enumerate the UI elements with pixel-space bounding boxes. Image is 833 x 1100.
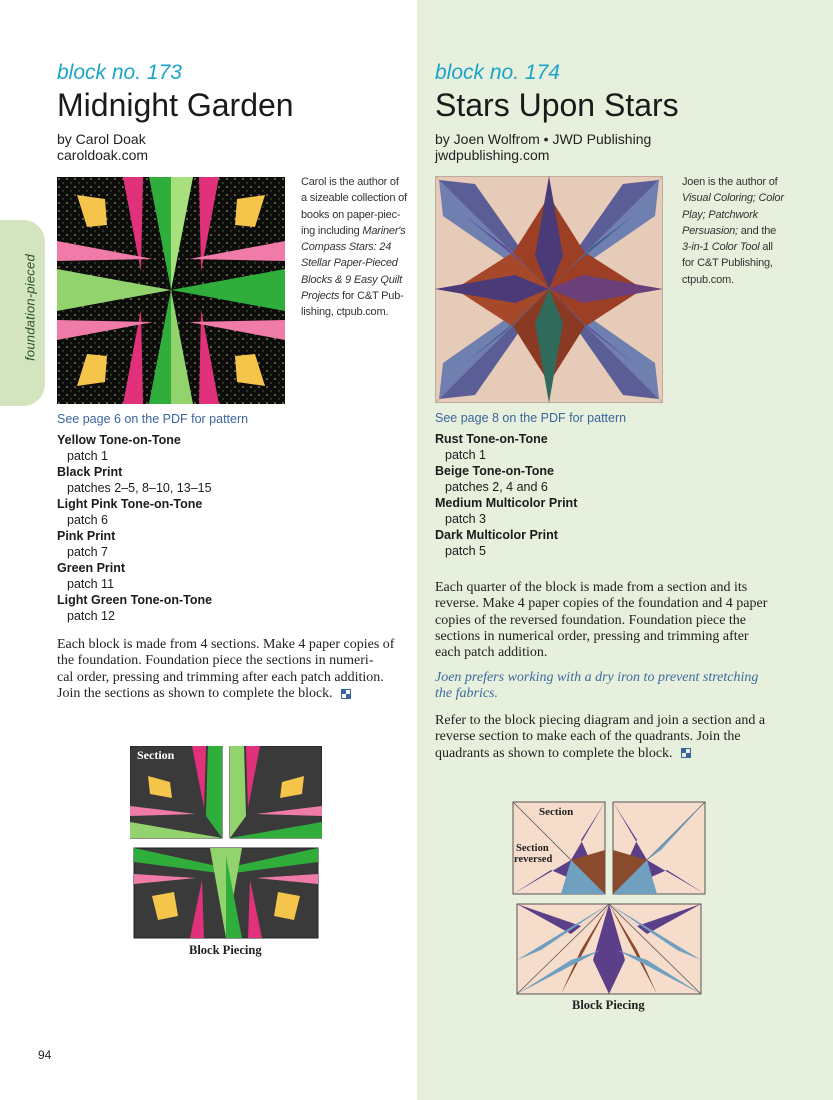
fabric-patches: patches 2–5, 8–10, 13–15 [67, 481, 212, 495]
bio-line [682, 190, 784, 206]
bio-line: ctpub.com. [682, 273, 734, 286]
bio-line: for C&T Publishing, [682, 257, 773, 270]
fabric-patches: patch 1 [445, 448, 487, 462]
instructions [57, 637, 407, 702]
book-title: Compass Stars: 24 [301, 241, 392, 254]
book-title: 3-in-1 Color Tool [682, 241, 760, 254]
bio-text: for C&T Pub- [339, 290, 404, 303]
bio-line: Carol is the author of [301, 176, 399, 188]
instruction-line: Each block is made from 4 sections. Make 4 paper copies of [57, 637, 395, 652]
bio-text: all [759, 241, 773, 254]
fabric-patches: patch 1 [67, 449, 109, 463]
page-number: 94 [38, 1048, 52, 1062]
fabric-patches: patch 7 [67, 545, 109, 559]
author: by Carol Doak [57, 131, 146, 147]
instruction-line: sections in numerical order, pressing and trimming after [435, 628, 749, 644]
fabric-name: Rust Tone-on-Tone [435, 432, 548, 446]
book-title: Persuasion; [682, 224, 738, 237]
section-label: Section [137, 748, 175, 762]
instructions [435, 580, 815, 661]
byline [57, 131, 148, 163]
instruction-line: cal order, pressing and trimming after each patch addition. [57, 669, 384, 685]
instruction-line: reverse section to make each of the quadrants. Join the [435, 729, 741, 745]
book-title: Blocks & 9 Easy Quilt [301, 273, 402, 286]
bio-line: Joen is the author of [682, 176, 778, 188]
fabric-name: Beige Tone-on-Tone [435, 464, 554, 478]
fabric-name: Yellow Tone-on-Tone [57, 433, 181, 447]
tip-line: the fabrics. [435, 686, 498, 702]
author-bio [682, 174, 784, 288]
fabric-list [435, 431, 577, 559]
book-title: Play; Patchwork [682, 208, 758, 221]
section-label: Section [539, 806, 574, 818]
bio-text: and the [737, 224, 777, 237]
fabric-name: Light Pink Tone-on-Tone [57, 497, 203, 511]
website: jwdpublishing.com [435, 147, 550, 163]
diagram-caption: Block Piecing [189, 943, 262, 957]
bio-line [301, 223, 407, 239]
stars-upon-stars-block-image [435, 176, 663, 403]
bio-line [301, 239, 407, 255]
instruction-line [57, 686, 407, 702]
bio-line [301, 288, 407, 304]
bio-text: ing including [301, 224, 363, 237]
block-number: block no. 173 [57, 61, 182, 84]
book-title: Stellar Paper-Pieced [301, 257, 398, 270]
bio-line [301, 255, 407, 271]
fabric-name: Green Print [57, 561, 126, 575]
bio-line [682, 239, 784, 255]
fabric-patches: patch 12 [67, 609, 115, 623]
bio-line [682, 223, 784, 239]
block-number: block no. 174 [435, 61, 560, 84]
block-piecing-diagram [511, 800, 707, 998]
book-title: Mariner's [362, 224, 406, 237]
bio-line: a sizeable collection of [301, 192, 407, 205]
fabric-list [57, 432, 212, 624]
fabric-patches: patch 3 [445, 512, 487, 526]
block-piecing-diagram [130, 746, 322, 946]
tip-line: Joen prefers working with a dry iron to prevent stretching [435, 670, 759, 685]
fabric-name: Light Green Tone-on-Tone [57, 593, 213, 607]
instruction-line: each patch addition. [435, 645, 548, 661]
end-mark-icon [341, 689, 351, 699]
bio-line [301, 272, 407, 288]
section-reversed-label: reversed [514, 854, 553, 865]
instruction-text: quadrants as shown to complete the block. [435, 745, 673, 761]
bio-line: lishing, ctpub.com. [301, 306, 389, 319]
bio-line: books on paper-piec- [301, 208, 401, 221]
fabric-name: Pink Print [57, 529, 116, 543]
fabric-patches: patch 5 [445, 544, 487, 558]
fabric-name: Dark Multicolor Print [435, 528, 558, 542]
instruction-line: reverse. Make 4 paper copies of the foundation and 4 paper [435, 596, 768, 612]
end-mark-icon [681, 748, 691, 758]
author-bio [301, 174, 407, 321]
byline [435, 131, 651, 163]
side-tab-label: foundation-pieced [22, 254, 38, 361]
pattern-link[interactable]: See page 8 on the PDF for pattern [435, 411, 627, 425]
bio-line [682, 207, 784, 223]
fabric-patches: patches 2, 4 and 6 [445, 480, 548, 494]
diagram-caption: Block Piecing [572, 998, 645, 1012]
book-title: Visual Coloring; Color [682, 192, 784, 205]
instruction-line: Each quarter of the block is made from a section and its [435, 580, 748, 595]
author: by Joen Wolfrom • JWD Publishing [435, 131, 652, 147]
website: caroldoak.com [57, 147, 149, 163]
section-reversed-label: Section [516, 843, 549, 854]
fabric-patches: patch 11 [67, 577, 115, 591]
fabric-name: Medium Multicolor Print [435, 496, 578, 510]
instruction-line [435, 746, 815, 762]
tip [435, 670, 815, 703]
instructions-2 [435, 713, 815, 762]
block-title: Stars Upon Stars [435, 87, 679, 123]
block-title: Midnight Garden [57, 87, 294, 123]
instruction-line: copies of the reversed foundation. Foundation piece the [435, 612, 747, 628]
instruction-line: Refer to the block piecing diagram and join a section and a [435, 713, 766, 728]
instruction-line: the foundation. Foundation piece the sections in numeri- [57, 653, 374, 669]
book-title: Projects [301, 290, 340, 303]
fabric-name: Black Print [57, 465, 123, 479]
instruction-text: Join the sections as shown to complete the block. [57, 685, 333, 701]
fabric-patches: patch 6 [67, 513, 109, 527]
pattern-link[interactable]: See page 6 on the PDF for pattern [57, 412, 249, 426]
midnight-garden-block-image [57, 177, 285, 404]
